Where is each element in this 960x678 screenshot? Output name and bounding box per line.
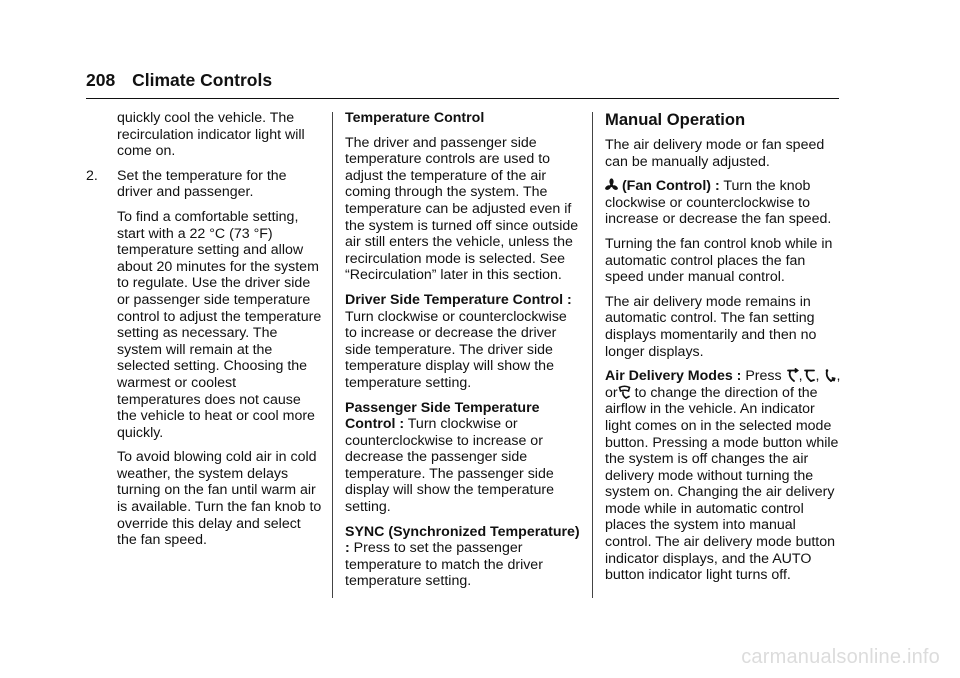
- fan-control-paragraph: [605, 178, 841, 228]
- fan-manual-paragraph: Turning the fan control knob while in automatic control places the fan speed under manual control.: [605, 235, 833, 286]
- bi-level-mode-icon: [803, 368, 816, 383]
- column-1: [86, 110, 322, 557]
- cold-air-paragraph: To avoid blowing cold air in cold weather, the system delays turning on the fan until warm air is available. Turn the fan knob to override this delay and select the fan speed.: [117, 449, 322, 549]
- press-text: Press: [741, 368, 782, 385]
- passenger-temp-label: Passenger Side Temperature Control :: [345, 399, 540, 433]
- driver-temp-text: Turn clockwise or counterclockwise to increase or decrease the driver side temperature. The driver side temperature display will show the temperature setting.: [345, 308, 567, 391]
- column-2: [345, 110, 581, 598]
- column-3: [605, 110, 841, 592]
- page-number: 208: [86, 70, 116, 90]
- column-divider-1: [332, 112, 333, 598]
- temperature-control-heading: Temperature Control: [345, 110, 485, 126]
- step-text: Set the temperature for the driver and passenger.: [117, 167, 287, 201]
- air-delivery-modes-text: to change the direction of the airflow in the vehicle. An indicator light comes on in the selected mode button. Pressing a mode button while the system is off changes the air delivery mode without turning the system on. Changing the air delivery mode while in automatic control places the system into manual control. The air delivery mode button indicator displays, and the AUTO button indicator light turns off.: [605, 384, 839, 584]
- fan-control-text: Turn the knob clockwise or counterclockwise to increase or decrease the fan speed.: [605, 178, 832, 228]
- floor-mode-icon: [823, 368, 836, 383]
- fan-icon: [605, 178, 618, 193]
- page-header: [86, 70, 272, 91]
- sync-paragraph: [345, 524, 581, 590]
- passenger-temp-paragraph: [345, 400, 581, 516]
- step-2: [86, 168, 322, 201]
- header-rule: [86, 98, 839, 99]
- driver-temp-paragraph: [345, 292, 581, 392]
- vent-mode-icon: [786, 368, 799, 383]
- comma: ,: [798, 368, 803, 385]
- comma: ,: [815, 368, 820, 385]
- manual-operation-paragraph: The air delivery mode or fan speed can be manually adjusted.: [605, 137, 825, 170]
- air-delivery-modes-label: Air Delivery Modes :: [605, 368, 742, 385]
- fan-control-label: (Fan Control) :: [621, 178, 720, 195]
- air-delivery-auto-paragraph: The air delivery mode remains in automatic control. The fan setting displays momentarily and then no longer displays.: [605, 293, 817, 360]
- watermark: carmanualsonline.info: [741, 646, 940, 668]
- column-divider-2: [592, 112, 593, 598]
- manual-operation-heading: Manual Operation: [605, 110, 746, 129]
- floor-defrost-mode-icon: [618, 385, 631, 400]
- sync-label: SYNC (Synchronized Temperature) :: [345, 523, 580, 557]
- driver-temp-label: Driver Side Temperature Control :: [345, 291, 572, 308]
- passenger-temp-text: Turn clockwise or counterclockwise to increase or decrease the passenger side temperature. The passenger side display will show the temperature setting.: [345, 416, 554, 516]
- or-text: , or: [605, 368, 841, 401]
- temperature-control-paragraph: The driver and passenger side temperature controls are used to adjust the temperature of the air coming through the system. The temperature can be adjusted even if the system is turned off since outside air still enters the vehicle, unless the recirculation mode is selected. See “Recirculation” later in this section.: [345, 134, 579, 284]
- air-delivery-modes-paragraph: [605, 368, 841, 584]
- comfort-setting-paragraph: To find a comfortable setting, start with a 22 °C (73 °F) temperature setting and allow about 20 minutes for the system to regulate. Use the driver side or passenger side temperature control to adjust the temperature setting as necessary. The system will remain at the selected setting. Choosing the warmest or coolest temperatures does not cause the vehicle to heat or cool more quickly.: [117, 208, 322, 441]
- step-number: 2.: [86, 167, 98, 184]
- sync-text: Press to set the passenger temperature to match the driver temperature setting.: [345, 540, 543, 590]
- continuation-text: quickly cool the vehicle. The recirculation indicator light will come on.: [117, 110, 305, 160]
- section-title: Climate Controls: [132, 70, 273, 90]
